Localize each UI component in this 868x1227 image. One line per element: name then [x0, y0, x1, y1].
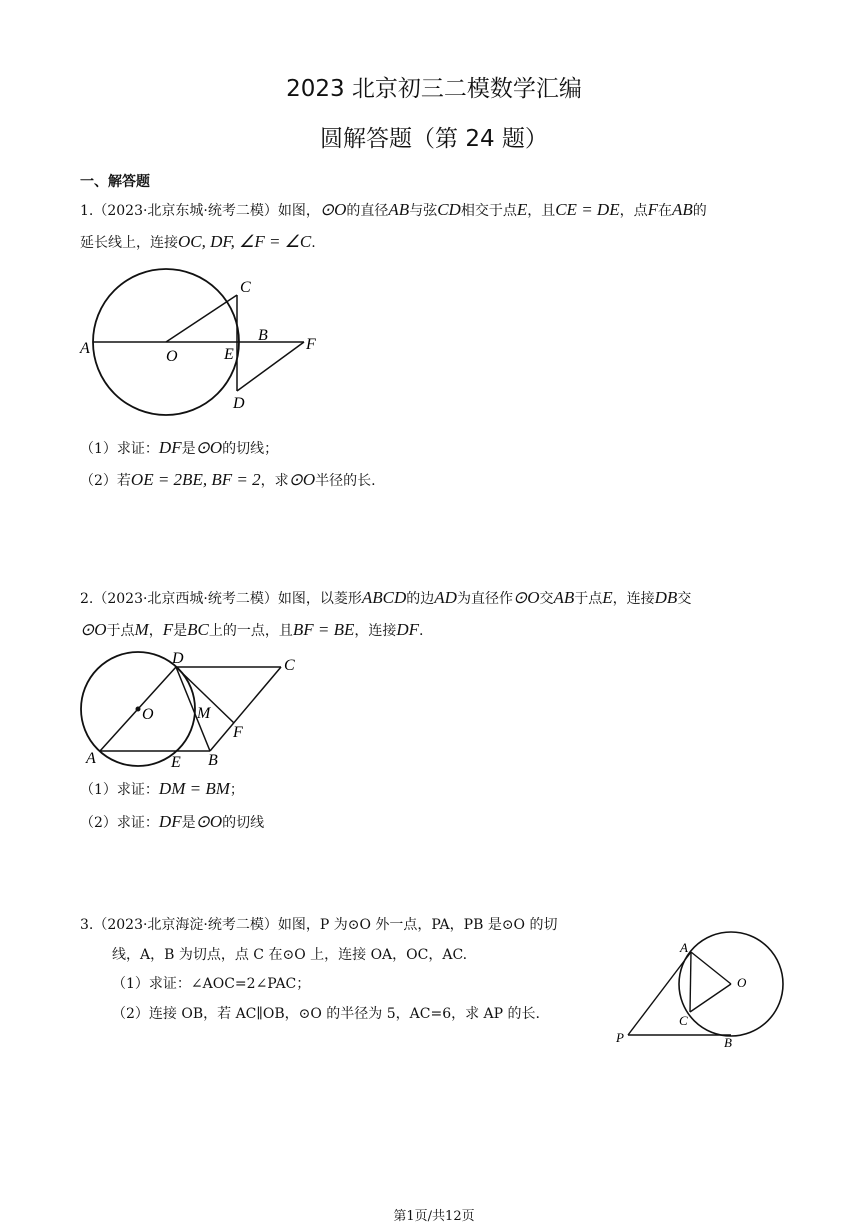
q3-label-c: C: [679, 1013, 688, 1028]
math: E: [602, 588, 613, 607]
q1-label-o: O: [166, 348, 178, 365]
math: BF = BE: [292, 620, 355, 639]
q3-label-b: B: [724, 1035, 732, 1050]
q1-label-d: D: [233, 395, 245, 412]
math: OE = 2BE, BF = 2: [130, 470, 261, 489]
q1-label-a: A: [80, 340, 90, 357]
text: 的切线: [222, 815, 265, 831]
q1-label-f: F: [306, 336, 316, 353]
text: 的切线；: [222, 441, 279, 457]
text: （1）求证：: [80, 782, 159, 798]
q2-label-m: M: [197, 705, 211, 722]
math: CE = DE: [555, 200, 620, 219]
text: ；: [229, 782, 244, 798]
math: OC, DF, ∠F = ∠C: [178, 232, 312, 251]
math: AD: [434, 588, 457, 607]
q1-label-e: E: [224, 346, 234, 363]
text: ，连接: [354, 623, 397, 639]
text: .: [419, 623, 424, 639]
math: ⊙O: [195, 812, 223, 831]
q3-label-o: O: [737, 975, 747, 990]
document-title: 2023 北京初三二模数学汇编: [286, 76, 582, 102]
section-heading: 一、解答题: [80, 174, 150, 190]
text: ，求: [260, 473, 289, 489]
math: BC: [187, 620, 209, 639]
text: 半径的长.: [315, 473, 376, 489]
math: E: [516, 200, 528, 219]
math: M: [134, 620, 149, 639]
math: ⊙O: [195, 438, 223, 457]
text: 延长线上，连接: [80, 235, 178, 251]
q2-label-c: C: [284, 657, 295, 674]
math: CD: [437, 200, 461, 219]
q3-label-a: A: [680, 940, 688, 955]
text: 在: [657, 203, 672, 219]
q3-line-1: 3.（2023·北京海淀·统考二模）如图，P 为⊙O 外一点，PA，PB 是⊙O 的切: [80, 917, 558, 933]
q3-segment-ac: [690, 952, 691, 1012]
text: （1）求证：: [80, 441, 159, 457]
text: 的: [692, 203, 707, 219]
text: ，: [148, 623, 163, 639]
text: ，连接: [612, 591, 655, 607]
math: ⊙O: [288, 470, 316, 489]
text: 相交于点: [460, 203, 517, 219]
text: 的边: [406, 591, 435, 607]
q2-label-a: A: [86, 750, 96, 767]
text: （2）求证：: [80, 815, 159, 831]
text: 是: [181, 441, 196, 457]
text: （2）若: [80, 473, 131, 489]
math: ⊙O: [319, 200, 347, 219]
text: .: [311, 235, 316, 251]
text: 交: [677, 591, 692, 607]
q2-label-o: O: [142, 706, 154, 723]
q3-segment-oc: [690, 984, 731, 1012]
math: DF: [158, 812, 182, 831]
q2-label-f: F: [233, 724, 243, 741]
text: 与弦: [409, 203, 438, 219]
text: 的直径: [346, 203, 389, 219]
text: 是: [173, 623, 188, 639]
q2-label-d: D: [172, 650, 184, 667]
text: 于点: [106, 623, 135, 639]
text: 为直径作: [456, 591, 513, 607]
q3-part-1: （1）求证：∠AOC=2∠PAC；: [112, 976, 311, 992]
text: ，且: [527, 203, 556, 219]
q3-line-2: 线，A，B 为切点，点 C 在⊙O 上，连接 OA，OC，AC.: [112, 947, 468, 963]
document-subtitle: 圆解答题（第 24 题）: [320, 126, 548, 152]
text: 是: [181, 815, 196, 831]
q2-label-b: B: [208, 752, 218, 769]
q3-part-2: （2）连接 OB，若 AC∥OB，⊙O 的半径为 5，AC=6，求 AP 的长.: [112, 1006, 540, 1022]
math: DB: [654, 588, 678, 607]
math: F: [162, 620, 174, 639]
q2-source: 2.（2023·北京西城·统考二模）如图，以菱形: [80, 591, 362, 607]
math: AB: [553, 588, 575, 607]
math: DM = BM: [158, 779, 230, 798]
q3-label-p: P: [616, 1030, 624, 1045]
math: AB: [388, 200, 410, 219]
text: 上的一点，且: [208, 623, 293, 639]
text: 于点: [574, 591, 603, 607]
math: AB: [671, 200, 693, 219]
math: ⊙O: [80, 620, 107, 639]
math: DF: [158, 438, 182, 457]
math: ⊙O: [512, 588, 540, 607]
page-footer: 第1页/共12页: [393, 1209, 475, 1224]
math: DF: [396, 620, 420, 639]
text: ，点: [619, 203, 648, 219]
math: F: [647, 200, 658, 219]
q1-label-b: B: [258, 327, 268, 344]
q1-source: 1.（2023·北京东城·统考二模）如图，: [80, 203, 320, 219]
q3-segment-oa: [691, 952, 731, 984]
q2-label-e: E: [171, 754, 181, 771]
q1-label-c: C: [240, 279, 251, 296]
text: 交: [539, 591, 554, 607]
math: ABCD: [361, 588, 407, 607]
